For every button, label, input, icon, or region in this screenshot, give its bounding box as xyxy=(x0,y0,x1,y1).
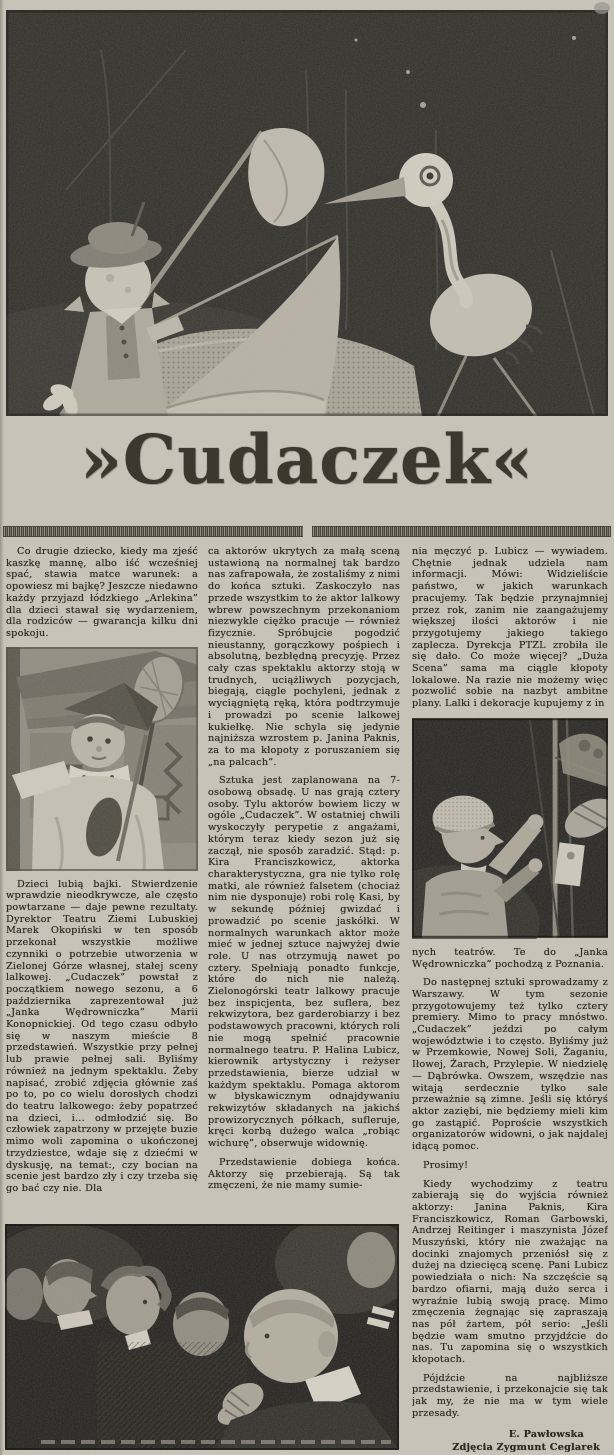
rule-segment xyxy=(312,526,612,537)
photo-stage-puppets xyxy=(6,10,608,416)
photo-children-audience xyxy=(5,1224,399,1450)
column-2 xyxy=(208,546,400,1218)
article-headline: »Cudaczek« xyxy=(80,420,534,499)
clown-photo-illustration xyxy=(6,647,198,871)
paragraph: Dzieci lubią bajki. Stwierdzenie wprawdzie nieodkrywcze, ale często powtarzane — daje pewne rezultaty. Dyrektor Teatru Ziemi Lubuskiej Marek Okopiński w ten sposób przekonał wszystkie możliwe czynniki o potrzebie utworzenia w Zielonej Górze własnej, stałej sceny lalkowej. „Cudaczek” powstał z początkiem nowego sezonu, a 6 października zaprezentował już „Janka Wędrowniczka” Marii Konopnickiej. Od tego czasu odbyło się w naszym mieście 8 przedstawień. Wszystkie przy pełnej lub prawie pełnej sali. Byliśmy również na jednym spektaklu. Żeby napisać, zrobić zdjęcia głównie zaś po to, po co wielu dorosłych chodzi do teatru lalkowego: żeby popatrzeć na dzieci, i... odmłodzić się. Bo człowiek zapatrzony w przejęte buzie mimo woli zapomina o ukończonej trzydziestce, wdaje się z dziećmi w dyskusję, na temat:, czy bocian na scenie jest bardzo zły i czy trzeba się go bać czy nie. Dla xyxy=(6,878,198,1194)
paragraph: Do następnej sztuki sprowadzamy z Warszawy. W tym sezonie przygotowujemy też tylko cztery premiery. Mimo to pracy mnóstwo. „Cudaczek” jeździ po całym województwie i to często. Byliśmy już w Przemkowie, Nowej Soli, Żaganiu, Iłowej, Żarach, Przylepie. W niedzielę — Dąbrówka. Owszem, wszędzie nas witają serdecznie tylko sale przeważnie są zimne. Jeśli się któryś aktor zaziębi, nie będziemy mieli kim go zastąpić. Poproście wszystkich organizatorów widowni, o jak najdalej idącą pomoc. xyxy=(412,977,608,1153)
paragraph: Co drugie dziecko, kiedy ma zjeść kaszkę mannę, albo iść wcześniej spać, stawia matce warunek: a opowiesz mi bajkę? Jeszcze niedawno każdy przyjazd łódzkiego „Arlekina” dla dzieci stawał się wydarzeniem, dla rodziców — gwarancja kilku dni spokoju. xyxy=(6,546,198,639)
decorative-rule xyxy=(3,526,611,535)
paragraph: ca aktorów ukrytych za małą sceną ustawioną na normalnej tak bardzo nas zafrapowała, że zostaliśmy z nimi do końca sztuki. Zaskoczyło nas przede wszystkim to że aktor lalkowy wbrew powszechnym przekonaniom niezwykle ciężko pracuje — również fizycznie. Spróbujcie pogodzić nieustanny, gorączkowy pośpiech i absolutną, bezbłędną precyzję. Przez cały czas spektaklu aktorzy stoją w trudnych, uciążliwych pozycjach, biegają, ciągle pochyleni, jednak z wyciągniętą ręką, która podtrzymuje i prowadzi po scenie lalkowej kukiełkę. Nie schyla się jedynie najniższa wzrostem p. Janina Paknis, za to ma kłopoty z poruszaniem się „na palcach”. xyxy=(208,546,400,768)
paragraph: Kiedy wychodzimy z teatru zabierają się do wyjścia również aktorzy: Janina Paknis, Kira Franciszkowicz, Roman Garbowski, Andrzej Reitinger i maszynista Józef Muszyński, który nie zważając na docinki znajomych przeniósł się z dużej na dziecięcą scenę. Pani Lubicz powiedziała o nich: Na szczęście są bardzo ofiarni, mają dużo serca i wyraźnie lubią swoją pracę. Mimo zmęczenia żegnając się zapraszają nas pół żartem, pół serio: „Jeśli będzie wam smutno przyjdźcie do nas. Tu zapomina się o wszystkich kłopotach. xyxy=(412,1178,608,1366)
audience-photo-illustration xyxy=(5,1224,399,1450)
column-3 xyxy=(412,546,608,1452)
paragraph: Sztuka jest zaplanowana na 7-osobową obsadę. U nas grają cztery osoby. Tylu aktorów bowiem liczy w ogóle „Cudaczek”. W ostatniej chwili wyskoczyły perypetie z angażami, którym teraz kiedy sezon już się zaczął, nie sposób zaradzić. Stąd: p. Kira Franciszkowicz, aktorka charakterystyczna, gra nie tylko rolę matki, ale również falsetem (chociaż nim nie dysponuje) robi rolę Kasi, by w sekundę później gwizdać i prowadzić po scenie jaskółki. W normalnych warunkach aktor może mieć w jednej sztuce najwyżej dwie role. U nas otrzymują nawet po cztery. Spełniają ponadto funkcje, które do nich nie należą. Zielonogórski teatr lalkowy pracuje bez inspicjenta, bez suflera, bez rekwizytora, bez garderobiarzy i bez podstawowych pracowni, których roli nie mogą spełnić pracownie normalnego teatru. P. Halina Lubicz, kierownik artystyczny i reżyser przedstawienia, bierze udział w każdym spektaklu. Pomaga aktorom w błyskawicznym odnajdywaniu rekwizytów składanych na jakichś prowizorycznych półkach, sufleruje, kręci korbą dużego walca „robiąc wichurę”, obserwuje widownię. xyxy=(208,775,400,1150)
author-byline: E. Pawłowska xyxy=(508,1428,584,1440)
photo-actor-backstage xyxy=(412,717,608,939)
paragraph: Przedstawienie dobiega końca. Aktorzy się przebierają. Są tak zmęczeni, że nie mamy sumie- xyxy=(208,1156,400,1192)
stage-photo-illustration xyxy=(6,10,608,416)
paragraph: nia męczyć p. Lubicz — wywiadem. Chętnie jednak udziela nam informacji. Mówi: Widzieliście państwo, w jakich warunkach pracujemy. Tak będzie przynajmniej przez rok, zanim nie zaangażujemy większej ilości aktorów i nie przygotujemy jakiego takiego zaplecza. Dyrekcja PTZL zrobiła ile się dało. Co może więcej? „Duża Scena” sama ma ciągle kłopoty lokalowe. Na razie nie możemy więc pozwolić sobie na nazbyt ambitne plany. Lalki i dekoracje kupujemy z in xyxy=(412,546,608,710)
scan-smudge xyxy=(594,2,610,14)
photo-clown-puppet xyxy=(6,647,198,871)
rule-segment xyxy=(3,526,303,537)
backstage-photo-illustration xyxy=(412,717,608,939)
paragraph: Prosimy! xyxy=(423,1159,469,1171)
column-1 xyxy=(6,546,198,1222)
paragraph: Pójdźcie na najbliższe przedstawienie, i przekonajcie się tak jak my, że nie ma w tym wiele przesady. xyxy=(412,1372,608,1419)
paragraph: nych teatrów. Te do „Janka Wędrowniczka” pochodzą z Poznania. xyxy=(412,946,608,970)
photo-credit: Zdjęcia Zygmunt Ceglarek xyxy=(452,1442,600,1452)
